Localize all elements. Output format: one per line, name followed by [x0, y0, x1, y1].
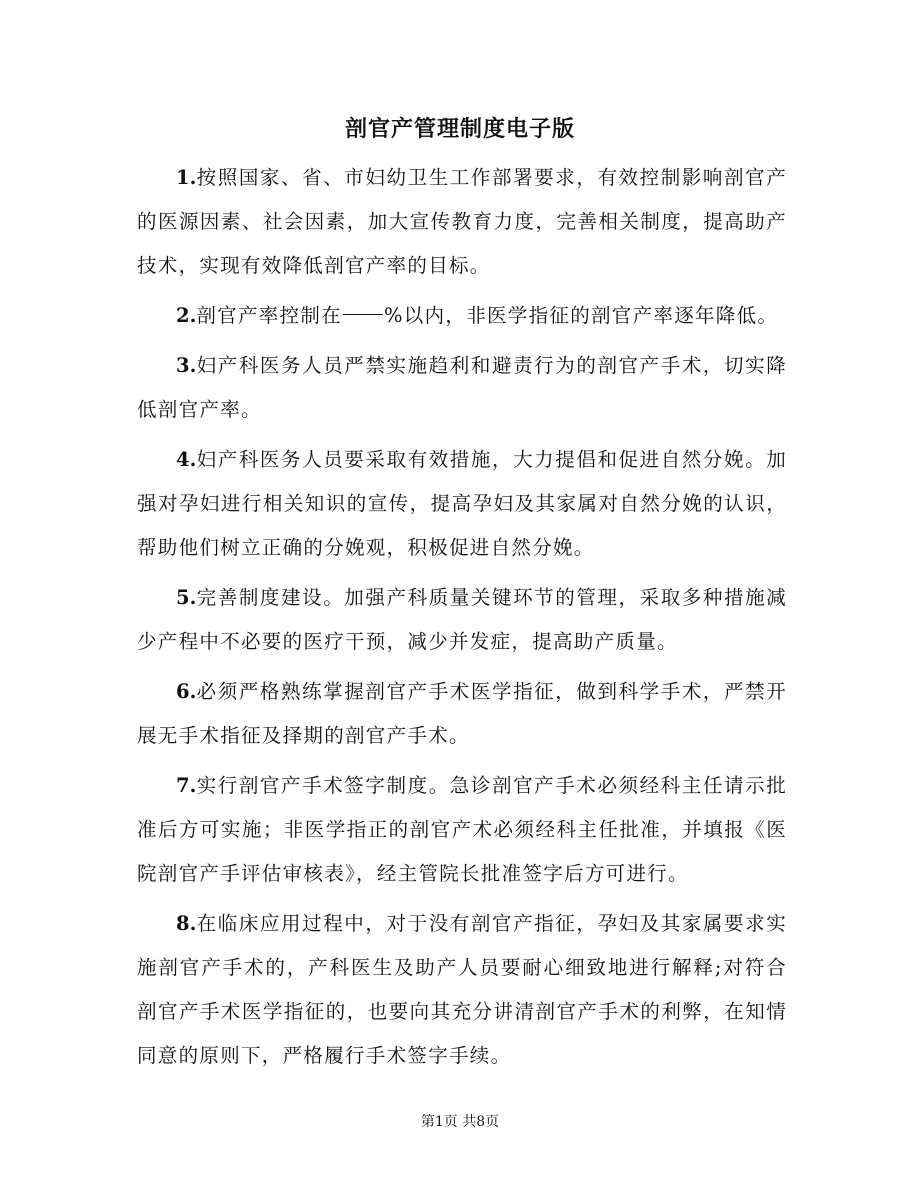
page-footer: 第1页 共8页 — [420, 1114, 500, 1130]
fill-in-blank — [343, 313, 383, 315]
paragraph-number: 1. — [176, 166, 197, 189]
paragraph-number: 5. — [176, 586, 197, 609]
paragraph-6 — [137, 670, 787, 758]
paragraph-number: 2. — [176, 304, 197, 327]
paragraph-text: 按照国家、省、市妇幼卫生工作部署要求，有效控制影响剖官产的医源因素、社会因素，加大宣传教育力度，完善相关制度，提高助产技术，实现有效降低剖官产率的目标。 — [137, 166, 787, 277]
paragraph-text: 妇产科医务人员严禁实施趋利和避责行为的剖官产手术，切实降低剖官产率。 — [137, 354, 787, 421]
paragraph-number: 8. — [176, 912, 197, 935]
paragraph-5 — [137, 576, 787, 664]
paragraph-number: 3. — [176, 354, 197, 377]
paragraph-7 — [137, 764, 787, 896]
paragraph-text: 妇产科医务人员要采取有效措施，大力提倡和促进自然分娩。加强对孕妇进行相关知识的宣传，提高孕妇及其家属对自然分娩的认识，帮助他们树立正确的分娩观，积极促进自然分娩。 — [137, 448, 787, 559]
paragraph-number: 7. — [176, 774, 197, 797]
paragraph-number: 6. — [176, 680, 197, 703]
paragraph-4 — [137, 438, 787, 570]
paragraph-number: 4. — [176, 448, 197, 471]
paragraph-2 — [137, 294, 787, 338]
paragraph-text: 实行剖官产手术签字制度。急诊剖官产手术必须经科主任请示批准后方可实施；非医学指正的剖官产术必须经科主任批准，并填报《医院剖官产手评估审核表》，经主管院长批准签字后方可进行。 — [137, 774, 787, 885]
paragraph-1 — [137, 156, 787, 288]
paragraph-8 — [137, 902, 787, 1078]
page-title: 剖官产管理制度电子版 — [344, 116, 575, 142]
paragraph-text: 在临床应用过程中，对于没有剖官产指征，孕妇及其家属要求实施剖官产手术的，产科医生及助产人员要耐心细致地进行解释;对符合剖官产手术医学指征的，也要向其充分讲清剖官产手术的利弊，在知情同意的原则下，严格履行手术签字手续。 — [137, 912, 787, 1067]
paragraph-text: 必须严格熟练掌握剖官产手术医学指征，做到科学手术，严禁开展无手术指征及择期的剖官产手术。 — [137, 680, 787, 747]
paragraph-3 — [137, 344, 787, 432]
paragraph-text: %以内，非医学指征的剖官产率逐年降低。 — [383, 304, 779, 327]
paragraph-text: 完善制度建设。加强产科质量关键环节的管理，采取多种措施减少产程中不必要的医疗干预，减少并发症，提高助产质量。 — [137, 586, 787, 653]
document-body — [137, 156, 787, 1084]
paragraph-text: 剖官产率控制在 — [196, 304, 342, 327]
